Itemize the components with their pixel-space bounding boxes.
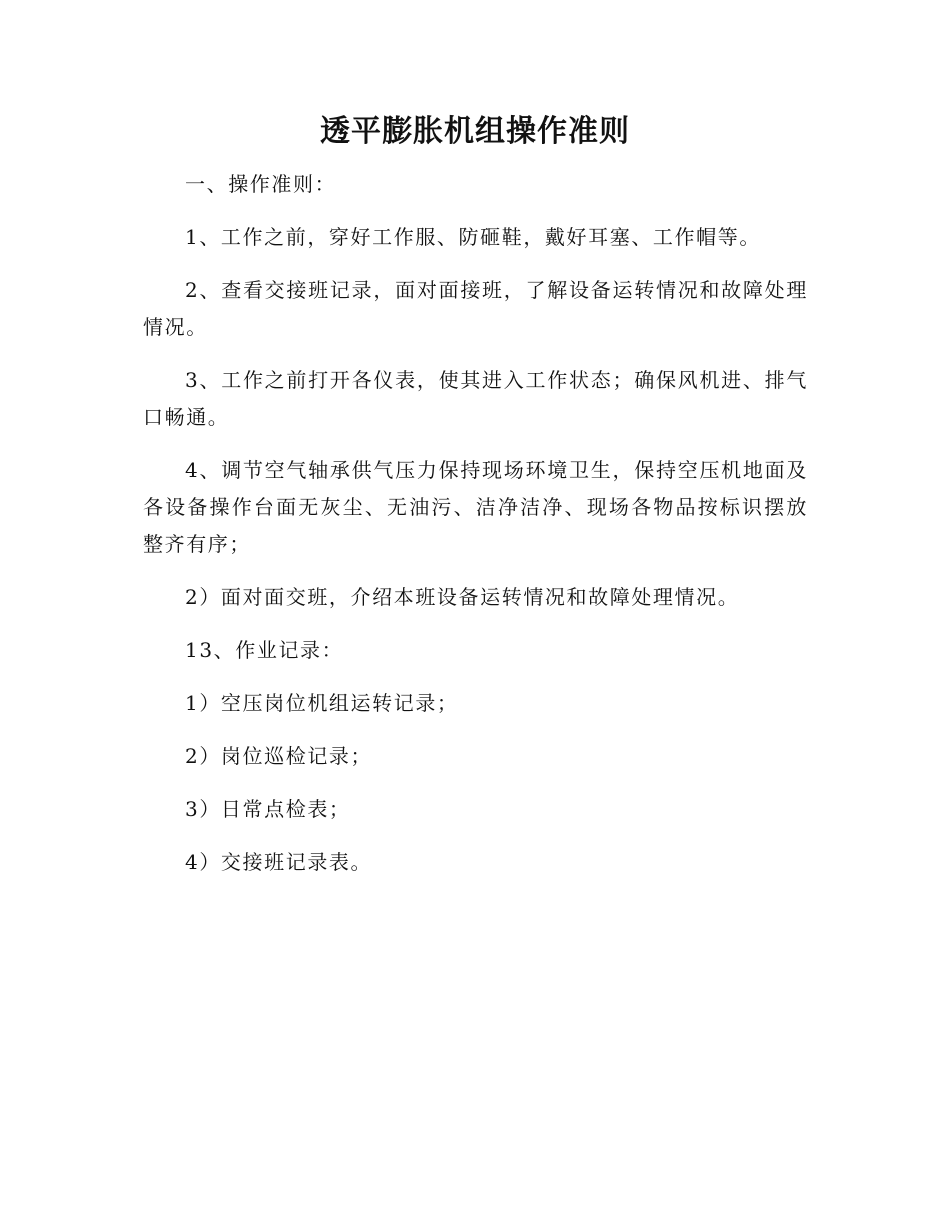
paragraph-records-heading: 13、作业记录： [185,638,344,662]
paragraph-rule-1: 1、工作之前，穿好工作服、防砸鞋，戴好耳塞、工作帽等。 [185,225,761,249]
paragraph-record-4: 4）交接班记录表。 [185,850,373,874]
paragraph-rule-3: 3、工作之前打开各仪表，使其进入工作状态；确保风机进、排气口畅通。 [143,368,808,429]
section-heading-operating-rules: 一、操作准则： [185,172,337,196]
document-body [143,166,808,897]
paragraph-rule-2: 2、查看交接班记录，面对面接班，了解设备运转情况和故障处理情况。 [143,278,808,339]
paragraph-record-1: 1）空压岗位机组运转记录； [185,691,459,715]
paragraph-handover: 2）面对面交班，介绍本班设备运转情况和故障处理情况。 [185,585,740,609]
document-title: 透平膨胀机组操作准则 [320,114,630,149]
paragraph-record-3: 3）日常点检表； [185,797,351,821]
paragraph-record-2: 2）岗位巡检记录； [185,744,373,768]
paragraph-rule-4: 4、调节空气轴承供气压力保持现场环境卫生，保持空压机地面及各设备操作台面无灰尘、无油污、洁净洁净、现场各物品按标识摆放整齐有序； [143,458,808,556]
